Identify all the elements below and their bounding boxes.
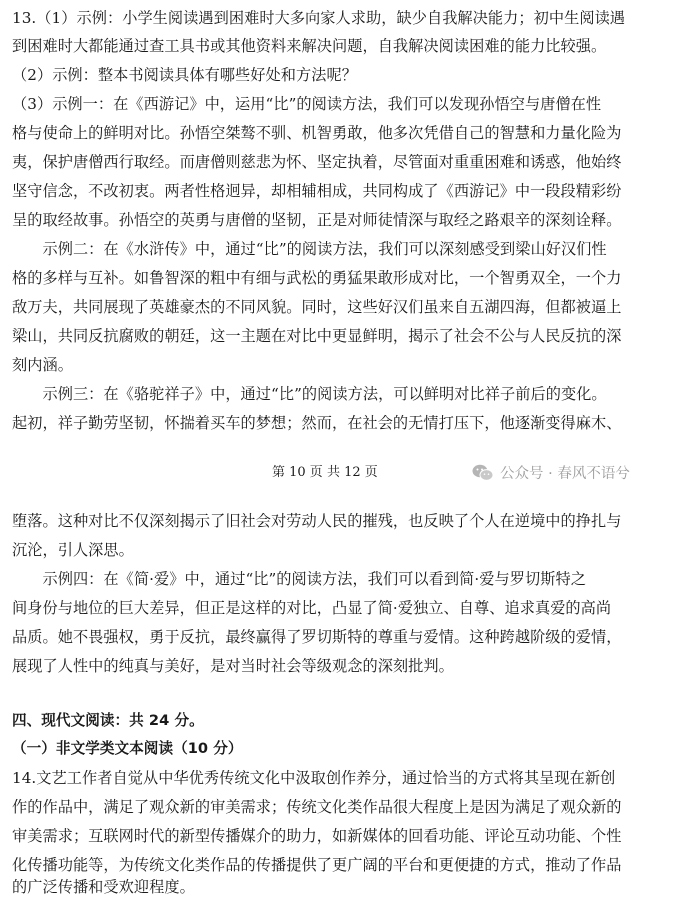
answer-13-3-example-1-line-5: 呈的取经故事。孙悟空的英勇与唐僧的坚韧，正是对师徒情深与取经之路艰辛的深刻诠释。	[12, 211, 622, 229]
subsection-1-heading: （一）非文学类文本阅读（10 分）	[12, 740, 243, 757]
example-3-line-2: 起初，祥子勤劳坚韧，怀揣着买车的梦想；然而，在社会的无情打压下，他逐渐变得麻木、	[12, 414, 622, 432]
example-4-line-3: 品质。她不畏强权，勇于反抗，最终赢得了罗切斯特的尊重与爱情。这种跨越阶级的爱情，	[12, 628, 622, 646]
example-2-line-3: 敌万夫，共同展现了英雄豪杰的不同风貌。同时，这些好汉们虽来自五湖四海，但都被逼上	[12, 298, 622, 316]
example-4-line-4: 展现了人性中的纯真与美好，是对当时社会等级观念的深刻批判。	[12, 657, 454, 675]
example-3-line-4: 沉沦，引人深思。	[12, 541, 134, 559]
example-3-line-3: 堕落。这种对比不仅深刻揭示了旧社会对劳动人民的摧残，也反映了个人在逆境中的挣扎与	[12, 512, 622, 530]
answer-13-2-line: （2）示例：整本书阅读具体有哪些好处和方法呢？	[12, 66, 357, 84]
answer-14-line-3: 审美需求；互联网时代的新型传播媒介的助力，如新媒体的回看功能、评论互动功能、个性	[12, 827, 622, 845]
answer-13-3-example-1-line-3: 夷，保护唐僧西行取经。而唐僧则慈悲为怀、坚定执着，尽管面对重重困难和诱惑，他始终	[12, 153, 622, 171]
example-2-line-2: 格的多样与互补。如鲁智深的粗中有细与武松的勇猛果敢形成对比，一个智勇双全，一个力	[12, 269, 622, 287]
wechat-icon	[472, 464, 494, 482]
example-2-line-1: 示例二：在《水浒传》中，通过“比”的阅读方法，我们可以深刻感受到梁山好汉们性	[12, 240, 607, 258]
answer-13-1-line-2: 到困难时大都能通过查工具书或其他资料来解决问题，自我解决阅读困难的能力比较强。	[12, 37, 607, 55]
answer-14-line-2: 作的作品中，满足了观众新的审美需求；传统文化类作品很大程度上是因为满足了观众新的	[12, 798, 622, 816]
answer-14-line-4: 化传播功能等，为传统文化类作品的传播提供了更广阔的平台和更便捷的方式，推动了作品	[12, 856, 622, 874]
watermark	[472, 462, 630, 483]
example-4-line-2: 间身份与地位的巨大差异，但正是这样的对比，凸显了简·爱独立、自尊、追求真爱的高尚	[12, 599, 612, 617]
example-2-line-5: 刻内涵。	[12, 356, 73, 374]
watermark-text: 公众号 · 春风不语兮	[500, 466, 630, 482]
example-3-line-1: 示例三：在《骆驼祥子》中，通过“比”的阅读方法，可以鲜明对比祥子前后的变化。	[12, 385, 607, 403]
example-4-line-1: 示例四：在《简·爱》中，通过“比”的阅读方法，我们可以看到简·爱与罗切斯特之	[12, 570, 586, 588]
answer-13-3-example-1-line-4: 坚守信念，不改初衷。两者性格迥异，却相辅相成，共同构成了《西游记》中一段段精彩纷	[12, 182, 622, 200]
answer-14-line-5: 的广泛传播和受欢迎程度。	[12, 878, 195, 896]
example-2-line-4: 梁山，共同反抗腐败的朝廷，这一主题在对比中更显鲜明，揭示了社会不公与人民反抗的深	[12, 327, 622, 345]
section-4-heading: 四、现代文阅读：共 24 分。	[12, 712, 204, 729]
answer-13-3-example-1-line-1: （3）示例一：在《西游记》中，运用“比”的阅读方法，我们可以发现孙悟空与唐僧在性	[12, 95, 602, 113]
answer-13-3-example-1-line-2: 格与使命上的鲜明对比。孙悟空桀骜不驯、机智勇敢，他多次凭借自己的智慧和力量化险为	[12, 124, 622, 142]
answer-13-1-line-1: 13.（1）示例：小学生阅读遇到困难时大多向家人求助，缺少自我解决能力；初中生阅读遇	[12, 9, 626, 27]
answer-14-line-1: 14.文艺工作者自觉从中华优秀传统文化中汲取创作养分，通过恰当的方式将其呈现在新创	[12, 769, 616, 787]
page-number: 第 10 页 共 12 页	[272, 465, 378, 480]
